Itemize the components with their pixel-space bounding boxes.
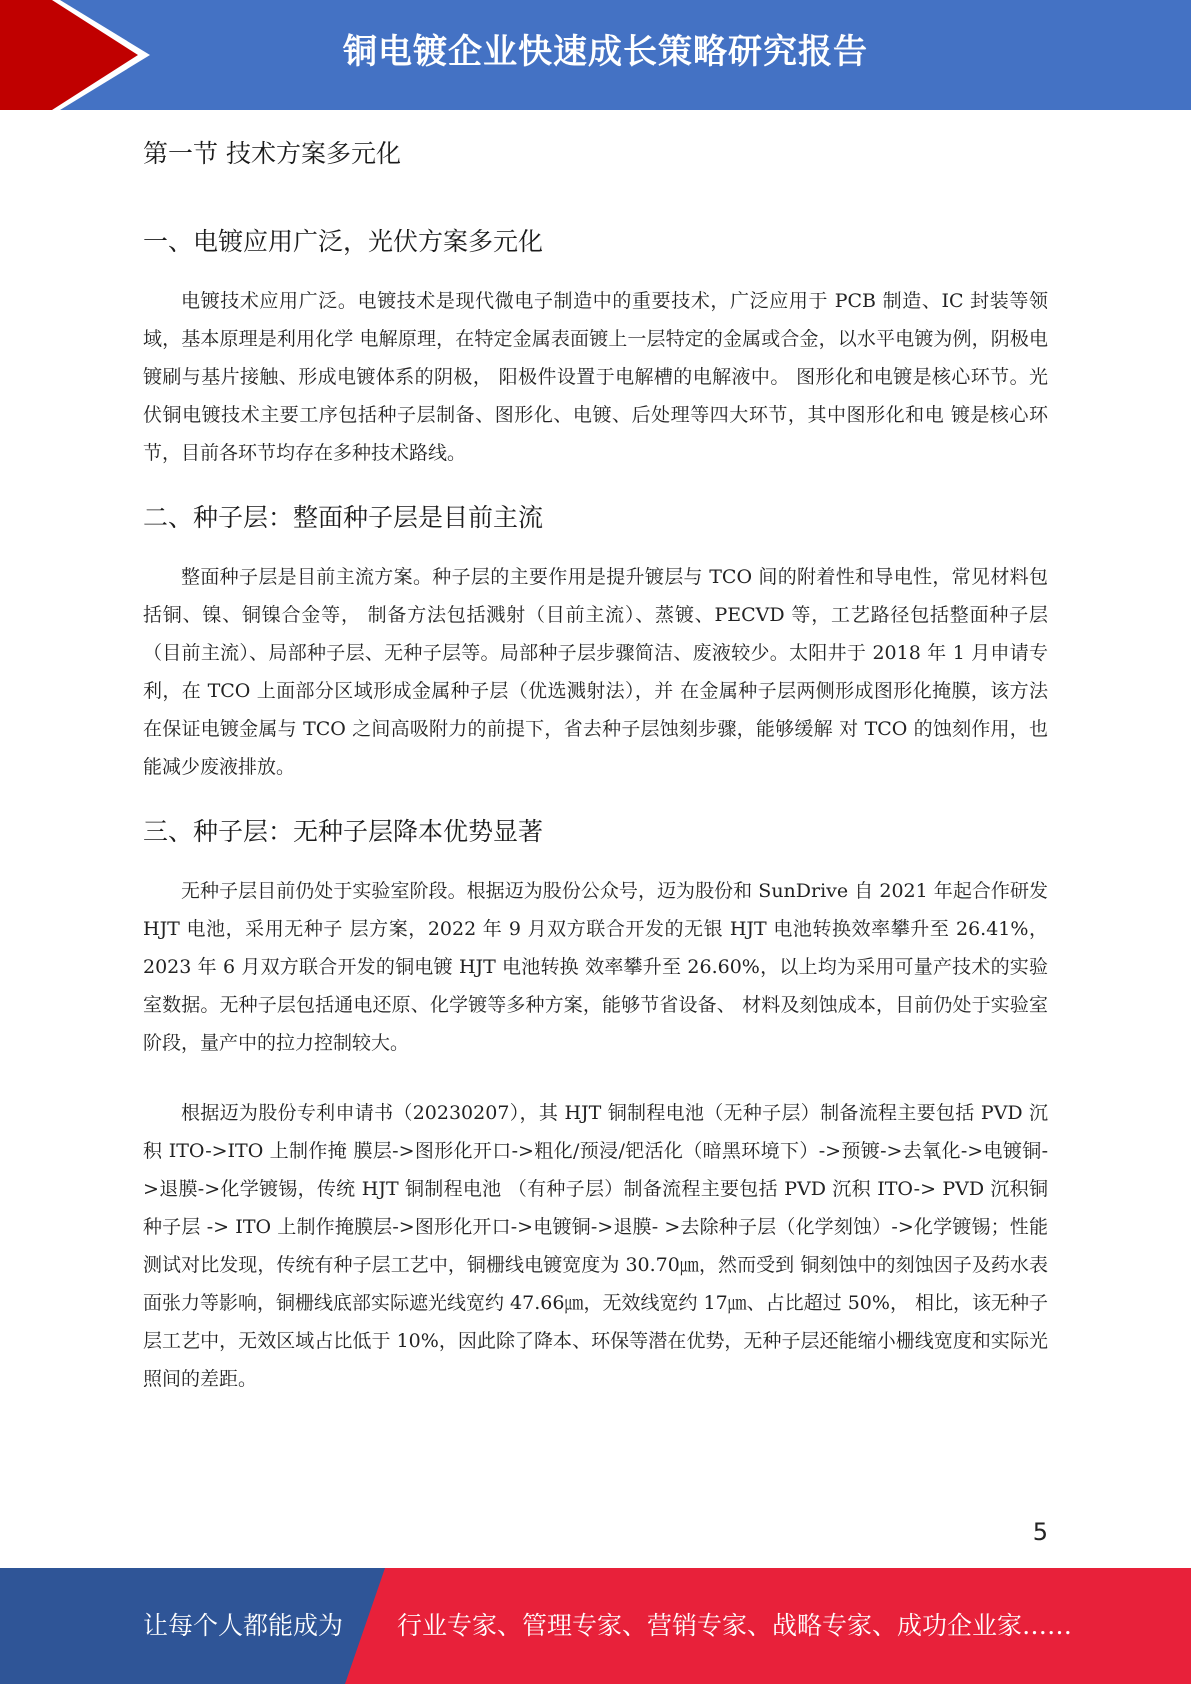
paragraph: 根据迈为股份专利申请书（20230207），其 HJT 铜制程电池（无种子层）制备流程主要包括 PVD 沉积 ITO->ITO 上制作掩 膜层->图形化开口->粗化/预浸/钯活化（暗黑环境下）->预镀->去氧化->电镀铜->退膜->化学镀锡，传统 HJT 铜制程电池 （有种子层）制备流程主要包括 PVD 沉积 ITO-> PVD 沉积铜种子层 -> ITO 上制作掩膜层->图形化开口->电镀铜->退膜- >去除种子层（化学刻蚀）->化学镀锡；性能测试对比发现，传统有种子层工艺中，铜栅线电镀宽度为 30.70㎛，然而受到 铜刻蚀中的刻蚀因子及药水表面张力等影响，铜栅线底部实际遮光线宽约 47.66㎛，无效线宽约 17㎛、占比超过 50%， 相比，该无种子层工艺中，无效区域占比低于 10%，因此除了降本、环保等潜在优势，无种子层还能缩小栅线宽度和实际光 照间的差距。 [143,1102,1048,1390]
subsection-3 [143,810,1048,1398]
section-title: 第一节 技术方案多元化 [143,139,401,168]
subsection-2 [143,496,1048,786]
footer-slogan-right: 行业专家、管理专家、营销专家、战略专家、成功企业家…… [397,1611,1073,1640]
footer-slogan-left: 让每个人都能成为 [143,1611,344,1640]
subsection-title: 二、种子层：整面种子层是目前主流 [143,503,544,532]
subsection-title: 一、电镀应用广泛，光伏方案多元化 [143,227,544,256]
paragraph: 无种子层目前仍处于实验室阶段。根据迈为股份公众号，迈为股份和 SunDrive 自 2021 年起合作研发 HJT 电池，采用无种子 层方案，2022 年 9 月双方联合开发的无银 HJT 电池转换效率攀升至 26.41%，2023 年 6 月双方联合开发的铜电镀 HJT 电池转换 效率攀升至 26.60%，以上均为采用可量产技术的实验室数据。无种子层包括通电还原、化学镀等多种方案，能够节省设备、 材料及刻蚀成本，目前仍处于实验室阶段，量产中的拉力控制较大。 [143,880,1048,1054]
footer-banner [0,1568,1191,1684]
subsection-title: 三、种子层：无种子层降本优势显著 [143,817,544,846]
main-content [143,128,1048,1422]
paragraph: 整面种子层是目前主流方案。种子层的主要作用是提升镀层与 TCO 间的附着性和导电性，常见材料包括铜、镍、铜镍合金等， 制备方法包括溅射（目前主流）、蒸镀、PECVD 等，工艺路径包括整面种子层（目前主流）、局部种子层、无种子层等。局部种子层步骤简洁、废液较少。太阳井于 2018 年 1 月申请专利，在 TCO 上面部分区域形成金属种子层（优选溅射法），并 在金属种子层两侧形成图形化掩膜，该方法在保证电镀金属与 TCO 之间高吸附力的前提下，省去种子层蚀刻步骤，能够缓解 对 TCO 的蚀刻作用，也能减少废液排放。 [143,566,1048,778]
document-title: 铜电镀企业快速成长策略研究报告 [343,32,868,72]
subsection-1 [143,220,1048,472]
page-number: 5 [1032,1518,1048,1546]
header-banner [0,0,1191,110]
paragraph: 电镀技术应用广泛。电镀技术是现代微电子制造中的重要技术，广泛应用于 PCB 制造、IC 封装等领域，基本原理是利用化学 电解原理，在特定金属表面镀上一层特定的金属或合金，以水平电镀为例，阴极电镀刷与基片接触、形成电镀体系的阴极， 阳极件设置于电解槽的电解液中。 图形化和电镀是核心环节。光伏铜电镀技术主要工序包括种子层制备、图形化、电镀、后处理等四大环节，其中图形化和电 镀是核心环节，目前各环节均存在多种技术路线。 [143,290,1048,464]
